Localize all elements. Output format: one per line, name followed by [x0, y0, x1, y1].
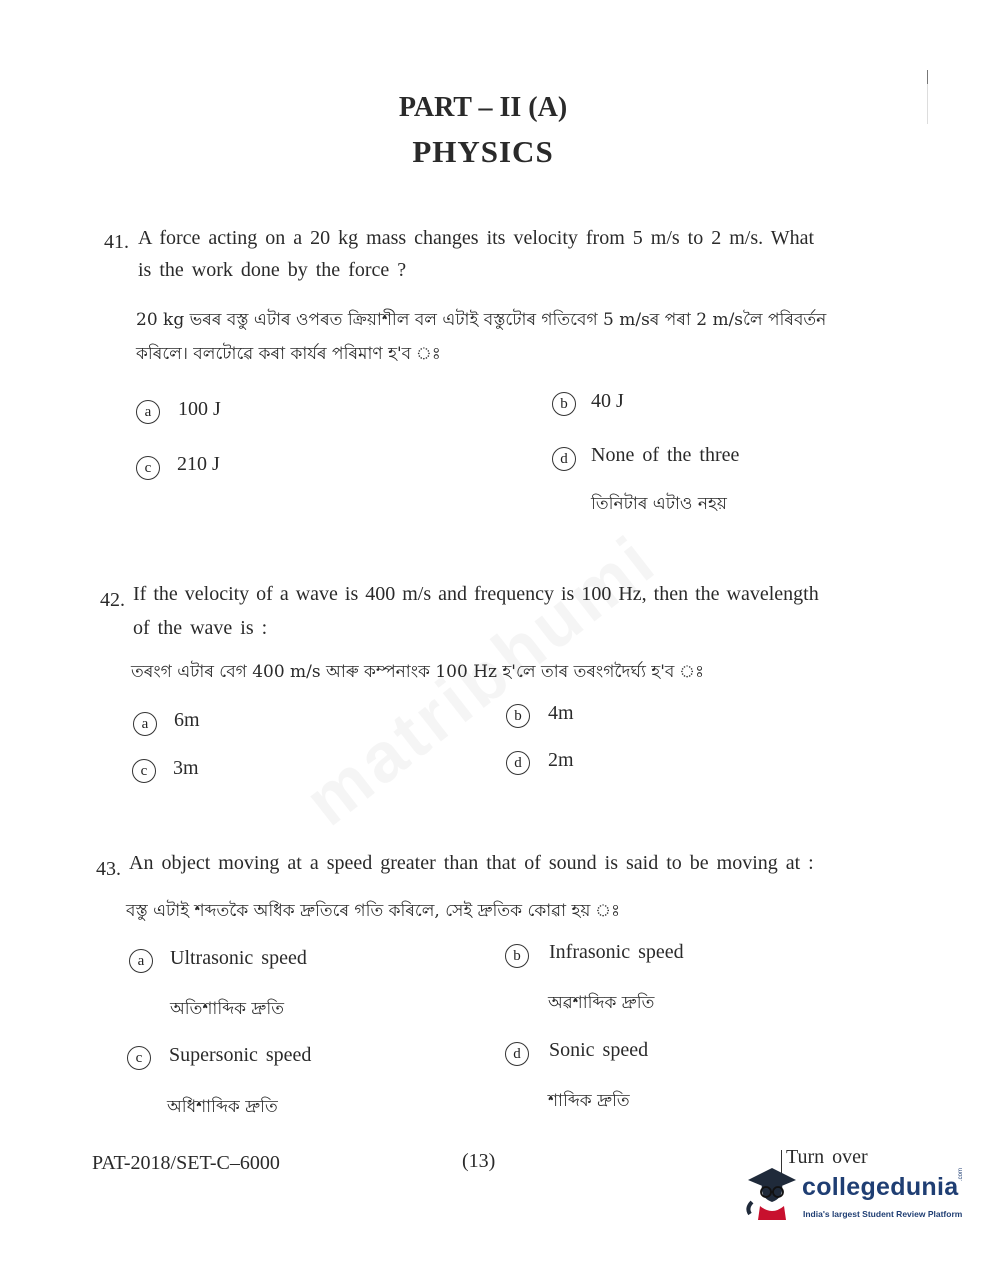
question-text: A force acting on a 20 kg mass changes its velocity from 5 m/s to 2 m/s. What: [138, 227, 815, 249]
question-text: An object moving at a speed greater than that of sound is said to be moving at :: [129, 852, 814, 874]
option-letter: a: [133, 712, 157, 736]
option-text-assamese: তিনিটাৰ এটাও নহয়: [591, 494, 727, 514]
question-number: 42.: [100, 589, 125, 611]
option-text: 210 J: [177, 453, 220, 475]
option-text: None of the three: [591, 444, 740, 466]
question-text-assamese: কৰিলে। বলটোৱে কৰা কাৰ্যৰ পৰিমাণ হ'ব ঃ: [136, 344, 441, 364]
option-letter: c: [132, 759, 156, 783]
option-text: 3m: [173, 757, 199, 779]
turn-over-text: Turn over: [786, 1146, 868, 1168]
option-text: Ultrasonic speed: [170, 947, 307, 969]
question-text: of the wave is :: [133, 617, 268, 639]
option-text: Supersonic speed: [169, 1044, 312, 1066]
option-letter: d: [552, 447, 576, 471]
margin-mark: [927, 70, 928, 84]
exam-code: PAT-2018/SET-C–6000: [92, 1152, 280, 1174]
question-text-assamese: বস্তু এটাই শব্দতকৈ অধিক দ্ৰুতিৰে গতি কৰিলে, সেই দ্ৰুতিক কোৱা হয় ঃ: [126, 901, 621, 921]
option-text: 6m: [174, 709, 200, 731]
question-text: If the velocity of a wave is 400 m/s and frequency is 100 Hz, then the wavelength: [133, 583, 819, 605]
option-letter: d: [506, 751, 530, 775]
option-text: Infrasonic speed: [549, 941, 684, 963]
option-letter: b: [505, 944, 529, 968]
option-text-assamese: অতিশাব্দিক দ্ৰুতি: [170, 999, 284, 1019]
option-text: 2m: [548, 749, 574, 771]
question-text-assamese: 20 kg ভৰৰ বস্তু এটাৰ ওপৰত ক্ৰিয়াশীল বল এটাই বস্তুটোৰ গতিবেগ 5 m/sৰ পৰা 2 m/sলৈ পৰিবৰ্তন: [136, 310, 827, 330]
part-heading: PART – II (A): [398, 92, 568, 123]
question-text-assamese: তৰংগ এটাৰ বেগ 400 m/s আৰু কম্পনাংক 100 Hz হ'লে তাৰ তৰংগদৈৰ্ঘ্য হ'ব ঃ: [131, 662, 705, 682]
student-mascot-icon: [742, 1162, 802, 1226]
option-letter: a: [129, 949, 153, 973]
option-text: Sonic speed: [549, 1039, 649, 1061]
question-number: 43.: [96, 858, 121, 880]
option-letter: d: [505, 1042, 529, 1066]
question-number: 41.: [104, 231, 129, 253]
page-number: (13): [462, 1150, 496, 1172]
option-text: 40 J: [591, 390, 624, 412]
logo-tagline: India's largest Student Review Platform: [803, 1209, 963, 1219]
question-text: is the work done by the force ?: [138, 259, 407, 281]
option-text-assamese: শাব্দিক দ্ৰুতি: [548, 1091, 630, 1111]
option-letter: c: [136, 456, 160, 480]
logo-wordmark: collegedunia: [802, 1173, 959, 1201]
option-letter: c: [127, 1046, 151, 1070]
option-text-assamese: অৱশাব্দিক দ্ৰুতি: [548, 993, 655, 1013]
option-text: 4m: [548, 702, 574, 724]
option-text-assamese: অধিশাব্দিক দ্ৰুতি: [167, 1097, 278, 1117]
subject-heading: PHYSICS: [412, 134, 554, 169]
option-letter: b: [506, 704, 530, 728]
option-letter: b: [552, 392, 576, 416]
logo-dotcom: .com: [958, 1167, 964, 1181]
option-letter: a: [136, 400, 160, 424]
option-text: 100 J: [178, 398, 221, 420]
